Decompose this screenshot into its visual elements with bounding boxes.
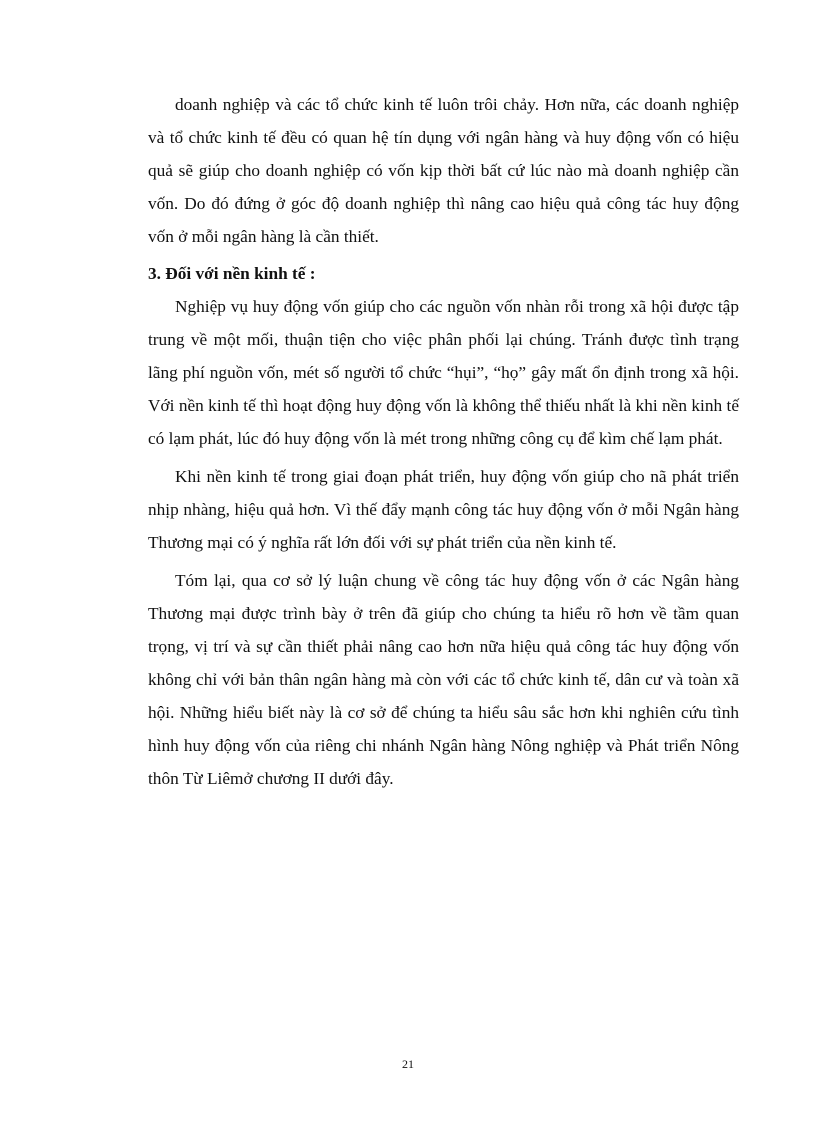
page-number: 21 bbox=[402, 1057, 414, 1071]
page-body bbox=[148, 88, 739, 800]
section-heading-economy: 3. Đối với nền kinh tế : bbox=[148, 264, 316, 283]
paragraph-enterprise-continuation: doanh nghiệp và các tổ chức kinh tế luôn trôi chảy. Hơn nữa, các doanh nghiệp và tổ chức kinh tế đều có quan hệ tín dụng với ngân hàng và huy động vốn có hiệu quả sẽ giúp cho doanh nghiệp có vốn kịp thời bất cứ lúc nào mà doanh nghiệp cần vốn. Do đó đứng ở góc độ doanh nghiệp thì nâng cao hiệu quả công tác huy động vốn ở mỗi ngân hàng là cần thiết. bbox=[148, 95, 739, 246]
paragraph-development-phase: Khi nền kinh tế trong giai đoạn phát triển, huy động vốn giúp cho nã phát triển nhịp nhàng, hiệu quả hơn. Vì thế đẩy mạnh công tác huy động vốn ở mỗi Ngân hàng Thương mại có ý nghĩa rất lớn đối với sự phát triển của nền kinh tế. bbox=[148, 467, 739, 552]
paragraph-mobilization-role: Nghiệp vụ huy động vốn giúp cho các nguồn vốn nhàn rỗi trong xã hội được tập trung về một mối, thuận tiện cho việc phân phối lại chúng. Tránh được tình trạng lãng phí nguồn vốn, mét số người tổ chức “hụi”, “họ” gây mất ổn định trong xã hội. Với nền kinh tế thì hoạt động huy động vốn là không thể thiếu nhất là khi nền kinh tế có lạm phát, lúc đó huy động vốn là mét trong những công cụ để kìm chế lạm phát. bbox=[148, 297, 739, 448]
paragraph-summary: Tóm lại, qua cơ sở lý luận chung về công tác huy động vốn ở các Ngân hàng Thương mại được trình bày ở trên đã giúp cho chúng ta hiểu rõ hơn về tầm quan trọng, vị trí và sự cần thiết phải nâng cao hơn nữa hiệu quả công tác huy động vốn không chỉ với bản thân ngân hàng mà còn với các tổ chức kinh tế, dân cư và toàn xã hội. Những hiểu biết này là cơ sở để chúng ta hiểu sâu sắc hơn khi nghiên cứu tình hình huy động vốn của riêng chi nhánh Ngân hàng Nông nghiệp và Phát triển Nông thôn Từ Liêmở chương II dưới đây. bbox=[148, 571, 739, 788]
